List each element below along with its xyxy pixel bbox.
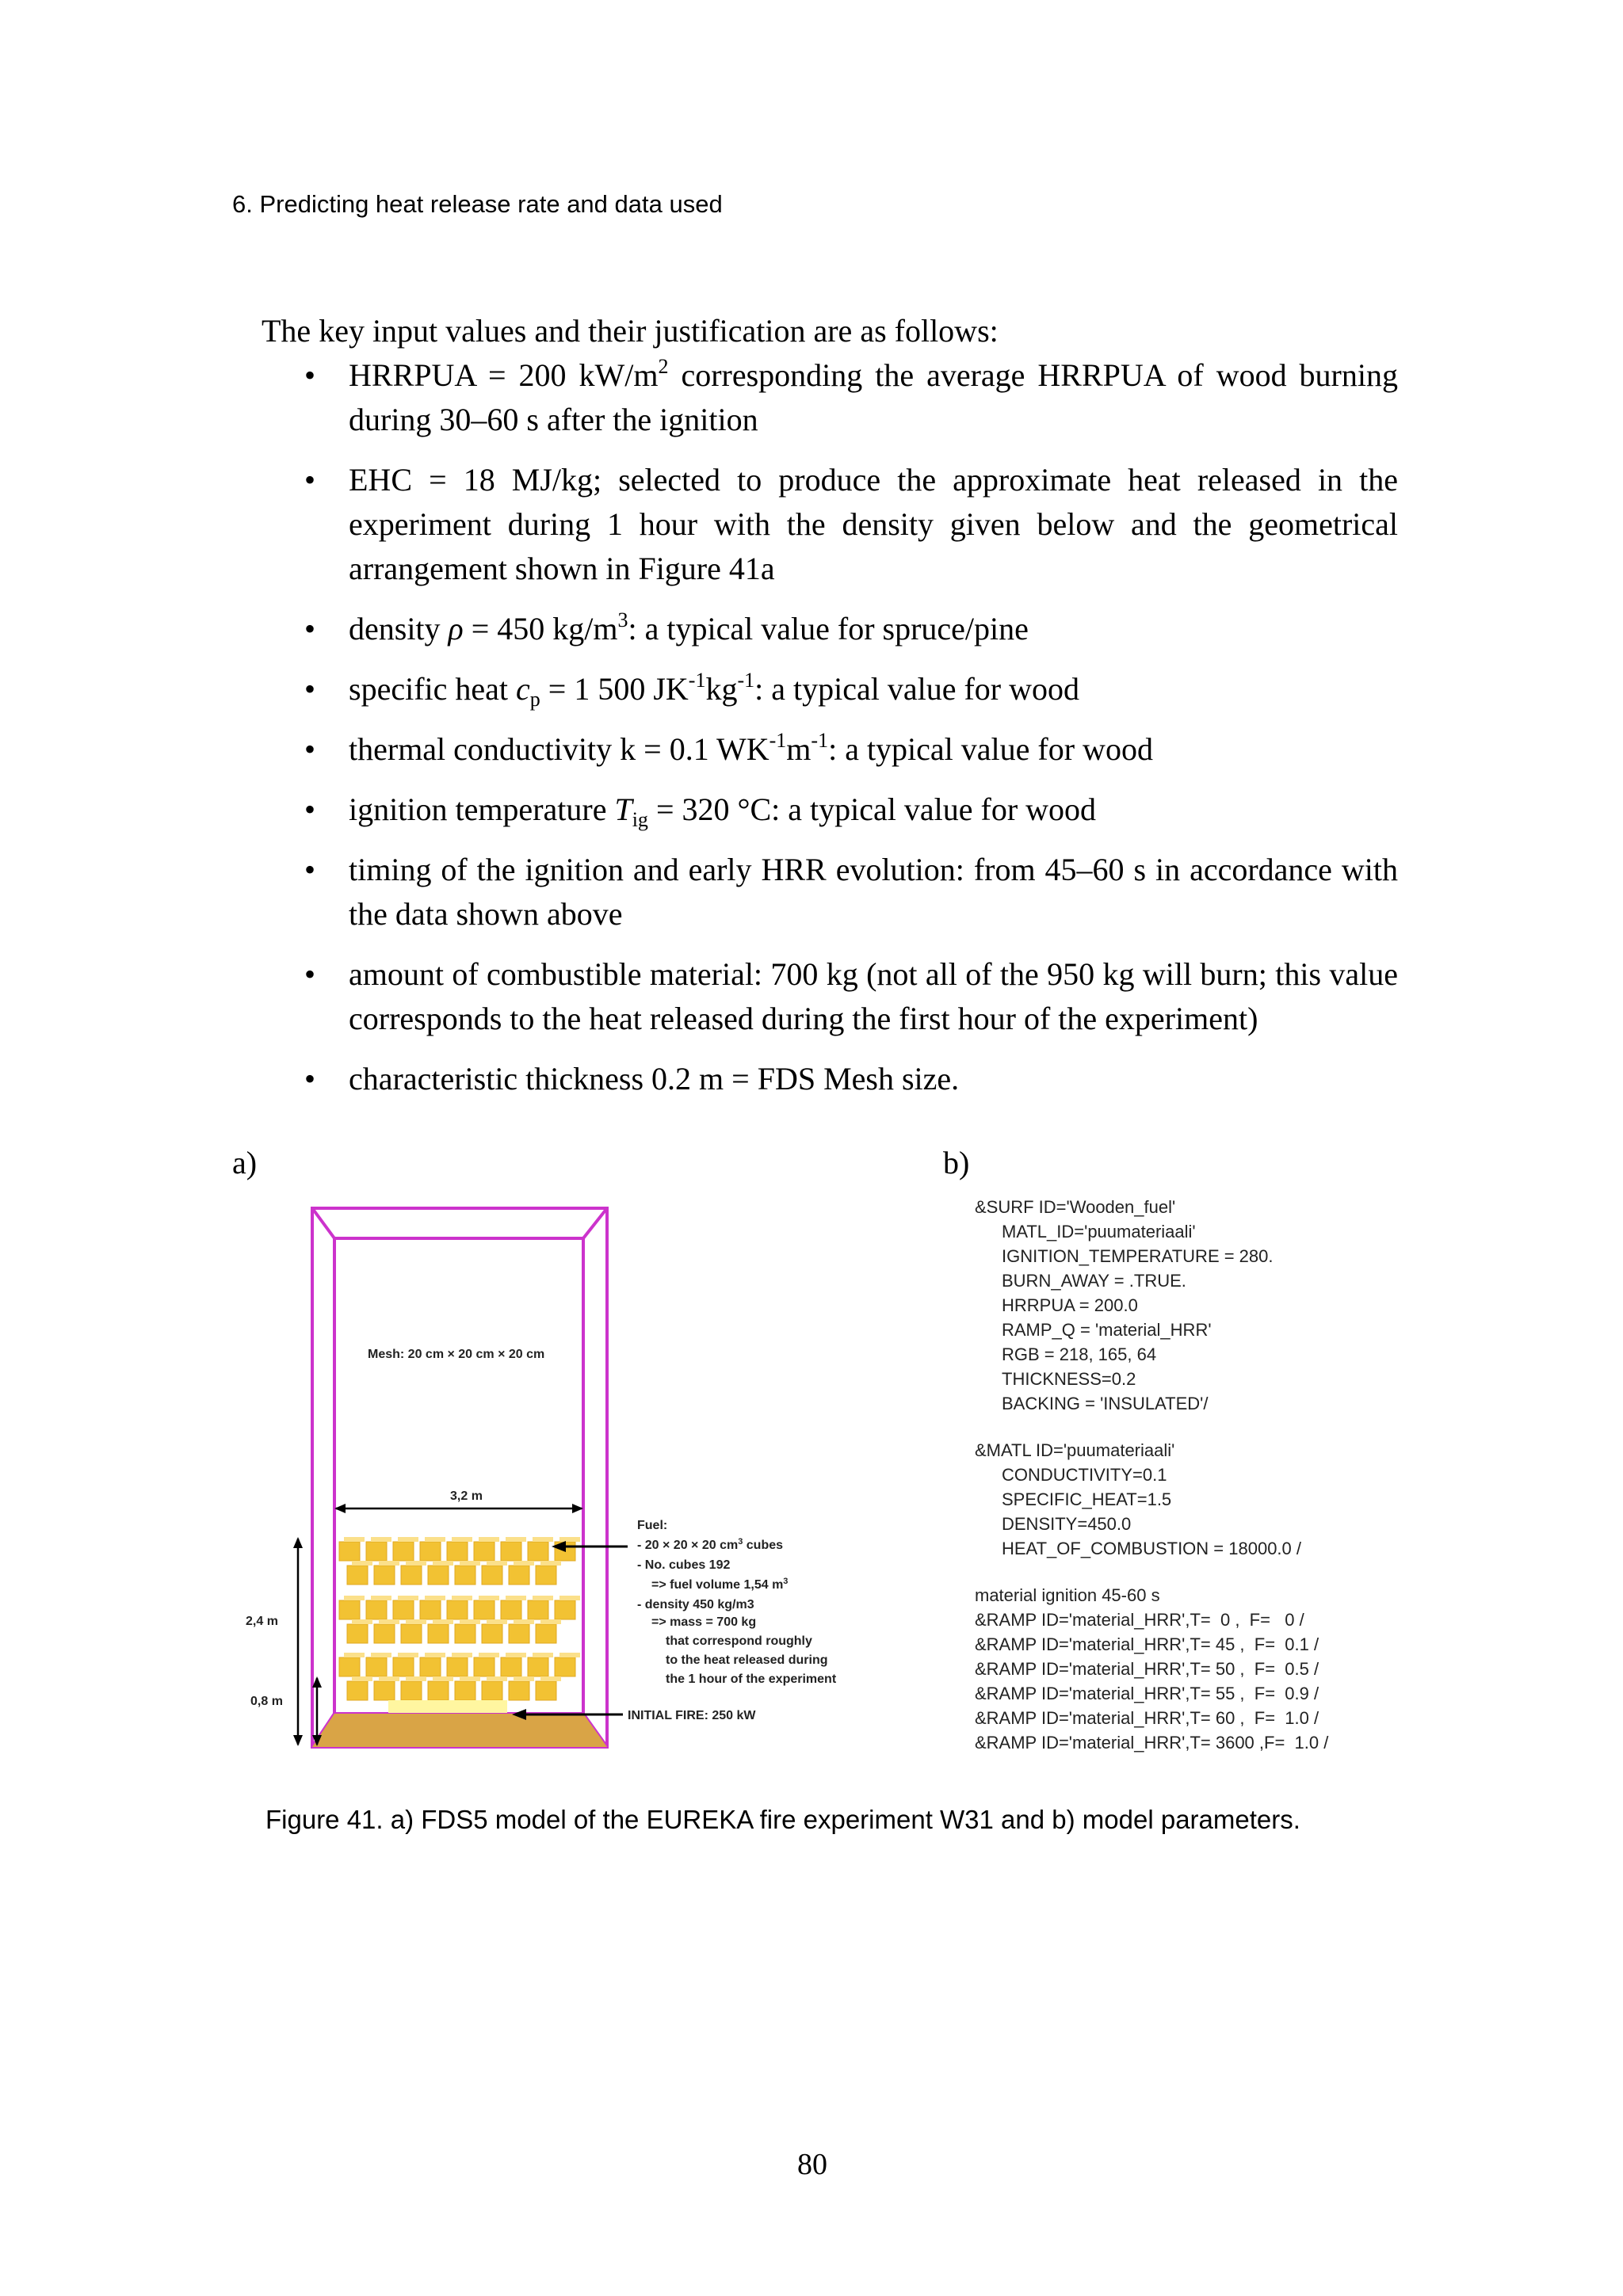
figure-label-a: a) <box>232 1145 258 1180</box>
fuel-cube-top <box>506 1653 526 1657</box>
fuel-cube-top <box>452 1653 472 1657</box>
fuel-cube-top <box>487 1619 507 1624</box>
param-line: &SURF ID='Wooden_fuel' <box>975 1197 1176 1217</box>
running-header: 6. Predicting heat release rate and data used <box>232 190 723 218</box>
fuel-cube-top <box>433 1676 453 1681</box>
fuel-cube-top <box>514 1676 534 1681</box>
fuel-cube-top <box>433 1561 453 1566</box>
bullet-dot: • <box>304 791 316 827</box>
fuel-cube <box>474 1600 495 1619</box>
fuel-cube-top <box>425 1653 445 1657</box>
fuel-cube <box>528 1542 548 1561</box>
param-line: DENSITY=450.0 <box>1002 1514 1132 1534</box>
svg-text:- No. cubes 192: - No. cubes 192 <box>637 1558 731 1572</box>
fuel-cube-top <box>460 1619 480 1624</box>
fuel-cube <box>339 1657 360 1676</box>
fuel-cube-top <box>398 1537 418 1542</box>
svg-text:- 20 × 20 × 20 cm3 cubes: - 20 × 20 × 20 $cm^3$ cubes <box>637 1537 784 1552</box>
arrowhead <box>334 1504 346 1513</box>
fuel-cube <box>374 1566 395 1585</box>
fuel-cube-top <box>487 1561 507 1566</box>
bullet-density: • density ρ = 450 $kg/m^3$: a typical value for spruce/pine <box>304 607 1398 651</box>
fuel-cube-top <box>479 1653 499 1657</box>
fuel-cube-top <box>425 1537 445 1542</box>
model-parameters <box>975 1195 1419 1755</box>
param-line: &MATL ID='puumateriaali' <box>975 1440 1175 1460</box>
param-line: BURN_AWAY = .TRUE. <box>1002 1271 1186 1291</box>
param-line: THICKNESS=0.2 <box>1002 1369 1136 1389</box>
fuel-stack <box>339 1537 580 1713</box>
fuel-cube <box>447 1600 468 1619</box>
input-values-list <box>304 353 1398 1117</box>
fuel-cube <box>536 1624 556 1643</box>
fuel-cube-top <box>479 1537 499 1542</box>
fuel-cube <box>501 1657 521 1676</box>
svg-text:=> mass = 700 kg: => mass = 700 kg <box>651 1615 757 1629</box>
fuel-cube-top <box>371 1537 391 1542</box>
fuel-cube-top <box>460 1676 480 1681</box>
fuel-cube <box>474 1657 495 1676</box>
svg-text:- density 450 kg/m3: - density 450 kg/m3 <box>637 1598 754 1611</box>
fuel-cube <box>428 1681 449 1700</box>
param-line: RGB = 218, 165, 64 <box>1002 1344 1157 1364</box>
fuel-cube-top <box>371 1653 391 1657</box>
fuel-cube <box>528 1657 548 1676</box>
intro-paragraph: The key input values and their justification are as follows: <box>262 313 999 349</box>
arrowhead <box>293 1537 303 1548</box>
fuel-cube <box>347 1566 368 1585</box>
fuel-cube <box>366 1657 387 1676</box>
bullet-dot: • <box>304 731 316 767</box>
fuel-cube-top <box>352 1676 372 1681</box>
floor <box>312 1714 607 1747</box>
fuel-cube-top <box>425 1596 445 1600</box>
fuel-cube-top <box>452 1537 472 1542</box>
fuel-cube-top <box>406 1619 426 1624</box>
page-number: 80 <box>797 2148 827 2181</box>
fuel-cube <box>339 1600 360 1619</box>
fuel-cube <box>455 1624 475 1643</box>
bullet-ignition-temperature: • ignition temperature $T_{ig} = 320$ °C: a typical value for wood <box>304 788 1398 832</box>
fuel-cube-top <box>514 1561 534 1566</box>
figure-label-b: b) <box>943 1145 970 1180</box>
fuel-cube-top <box>379 1561 399 1566</box>
mesh-label: Mesh: 20 cm × 20 cm × 20 cm <box>368 1348 545 1361</box>
svg-text:to the heat released during: to the heat released during <box>666 1653 828 1667</box>
fuel-cube <box>401 1681 422 1700</box>
fuel-cube-top <box>379 1619 399 1624</box>
param-line: HRRPUA = 200.0 <box>1002 1295 1138 1315</box>
param-line: &RAMP ID='material_HRR',T= 45 , F= 0.1 / <box>975 1634 1319 1654</box>
fuel-cube <box>393 1542 414 1561</box>
fuel-cube <box>428 1566 449 1585</box>
param-line: &RAMP ID='material_HRR',T= 50 , F= 0.5 / <box>975 1659 1319 1679</box>
fuel-cube <box>420 1657 441 1676</box>
fuel-cube <box>374 1624 395 1643</box>
fuel-cube-top <box>559 1596 580 1600</box>
width-label: 3,2 m <box>450 1489 483 1503</box>
param-line: &RAMP ID='material_HRR',T= 55 , F= 0.9 / <box>975 1684 1319 1703</box>
fuel-cube-top <box>506 1596 526 1600</box>
fuel-cube-top <box>352 1619 372 1624</box>
fuel-cube-top <box>460 1561 480 1566</box>
bullet-dot: • <box>304 462 316 498</box>
height-low-label: 0,8 m <box>250 1695 283 1708</box>
fuel-cube <box>401 1624 422 1643</box>
fuel-cube-top <box>514 1619 534 1624</box>
fuel-cube-top <box>379 1676 399 1681</box>
fuel-cube <box>374 1681 395 1700</box>
param-line: &RAMP ID='material_HRR',T= 0 , F= 0 / <box>975 1610 1304 1630</box>
fuel-cube-top <box>533 1537 553 1542</box>
fuel-cube <box>393 1600 414 1619</box>
fuel-cube-top <box>533 1596 553 1600</box>
fuel-cube <box>482 1566 502 1585</box>
fuel-cube <box>474 1542 495 1561</box>
fuel-cube-top <box>452 1596 472 1600</box>
arrowhead <box>572 1504 583 1513</box>
fuel-cube-top <box>540 1676 561 1681</box>
param-line: MATL_ID='puumateriaali' <box>1002 1222 1196 1241</box>
svg-text:=> fuel volume 1,54 m3: => fuel volume 1,54 $m^3$ <box>651 1577 789 1592</box>
figure-caption: Figure 41. a) FDS5 model of the EUREKA fire experiment W31 and b) model parameters. <box>265 1805 1300 1834</box>
bullet-dot: • <box>304 852 316 887</box>
fuel-cube <box>366 1600 387 1619</box>
fuel-cube <box>420 1600 441 1619</box>
fuel-cube <box>455 1566 475 1585</box>
fuel-cube <box>555 1600 575 1619</box>
fuel-cube <box>339 1542 360 1561</box>
param-line: RAMP_Q = 'material_HRR' <box>1002 1320 1212 1340</box>
fuel-cube <box>555 1657 575 1676</box>
fuel-cube <box>401 1566 422 1585</box>
fuel-cube <box>447 1657 468 1676</box>
fuel-cube-top <box>540 1561 561 1566</box>
fuel-notes <box>628 1519 837 1722</box>
fuel-cube <box>482 1624 502 1643</box>
bullet-dot: • <box>304 357 316 393</box>
fuel-cube-top <box>479 1596 499 1600</box>
bullet-ignition-timing: • timing of the ignition and early HRR evolution: from 45–60 s in accordance with the data shown above <box>304 848 1398 936</box>
bullet-specific-heat: • specific heat $c_p = 1$ 500 $JK^{-1}kg^{-1}$: a typical value for wood <box>304 669 1079 711</box>
fuel-cube-top <box>344 1596 365 1600</box>
fuel-cube <box>447 1542 468 1561</box>
bullet-hrrpua: • HRRPUA = 200 $kW/m^2$ corresponding the average HRRPUA of wood burning during 30–60 s after the ignition <box>304 355 1398 437</box>
fuel-cube <box>501 1542 521 1561</box>
fuel-cube-top <box>398 1596 418 1600</box>
param-line: IGNITION_TEMPERATURE = 280. <box>1002 1246 1274 1266</box>
fuel-cube <box>509 1624 529 1643</box>
fuel-cube <box>420 1542 441 1561</box>
bullet-dot: • <box>304 611 316 646</box>
fuel-cube-top <box>344 1653 365 1657</box>
fuel-cube <box>366 1542 387 1561</box>
fuel-cube-top <box>352 1561 372 1566</box>
fuel-cube <box>347 1681 368 1700</box>
fuel-cube-top <box>433 1619 453 1624</box>
fuel-cube-top <box>559 1537 580 1542</box>
fuel-cube <box>509 1566 529 1585</box>
param-line: SPECIFIC_HEAT=1.5 <box>1002 1489 1172 1509</box>
fuel-cube-top <box>487 1676 507 1681</box>
fds-model-diagram <box>238 1188 888 1751</box>
bullet-dot: • <box>304 956 316 992</box>
initial-fire-label: INITIAL FIRE: 250 kW <box>628 1709 756 1722</box>
param-line: BACKING = 'INSULATED'/ <box>1002 1394 1209 1413</box>
param-line: CONDUCTIVITY=0.1 <box>1002 1465 1167 1485</box>
fuel-cube-top <box>398 1653 418 1657</box>
bullet-combustible-amount: • amount of combustible material: 700 kg (not all of the 950 kg will burn; this value corresponds to the heat released during the first hour of the experiment) <box>304 952 1398 1041</box>
fuel-cube-top <box>344 1537 365 1542</box>
arrowhead <box>293 1735 303 1746</box>
param-line: &RAMP ID='material_HRR',T= 60 , F= 1.0 / <box>975 1708 1319 1728</box>
bullet-ehc: • EHC = 18 MJ/kg; selected to produce the approximate heat released in the experiment during 1 hour with the density given below and the geometrical arrangement shown in Figure 41a <box>304 458 1398 591</box>
fuel-cube-top <box>533 1653 553 1657</box>
param-line: HEAT_OF_COMBUSTION = 18000.0 / <box>1002 1539 1301 1558</box>
fuel-cube <box>501 1600 521 1619</box>
fuel-cube-top <box>371 1596 391 1600</box>
param-line: material ignition 45-60 s <box>975 1585 1160 1605</box>
bullet-conductivity: • thermal conductivity k = 0.1 $WK^{-1}m^{-1}$: a typical value for wood <box>304 727 1398 772</box>
fuel-cube <box>393 1657 414 1676</box>
fuel-cube-top <box>406 1561 426 1566</box>
fuel-cube-top <box>406 1676 426 1681</box>
fuel-cube <box>482 1681 502 1700</box>
fuel-cube-top <box>540 1619 561 1624</box>
svg-text:the 1 hour of the experiment: the 1 hour of the experiment <box>666 1672 837 1686</box>
param-line: &RAMP ID='material_HRR',T= 3600 ,F= 1.0 / <box>975 1733 1329 1753</box>
initial-fire-zone <box>388 1700 507 1713</box>
bullet-dot: • <box>304 671 316 707</box>
height-total-label: 2,4 m <box>246 1615 278 1628</box>
fuel-cube <box>455 1681 475 1700</box>
fuel-cube <box>528 1600 548 1619</box>
bullet-thickness: • characteristic thickness 0.2 m = FDS Mesh size. <box>304 1057 1398 1101</box>
bullet-dot: • <box>304 1061 316 1097</box>
fuel-cube <box>347 1624 368 1643</box>
fuel-cube <box>428 1624 449 1643</box>
fds-model-figure <box>238 1188 888 1751</box>
fuel-cube-top <box>559 1653 580 1657</box>
svg-text:that correspond roughly: that correspond roughly <box>666 1634 812 1648</box>
fuel-cube <box>536 1566 556 1585</box>
svg-text:Fuel:: Fuel: <box>637 1519 668 1532</box>
fuel-cube-top <box>506 1537 526 1542</box>
fuel-cube <box>509 1681 529 1700</box>
fuel-cube <box>536 1681 556 1700</box>
